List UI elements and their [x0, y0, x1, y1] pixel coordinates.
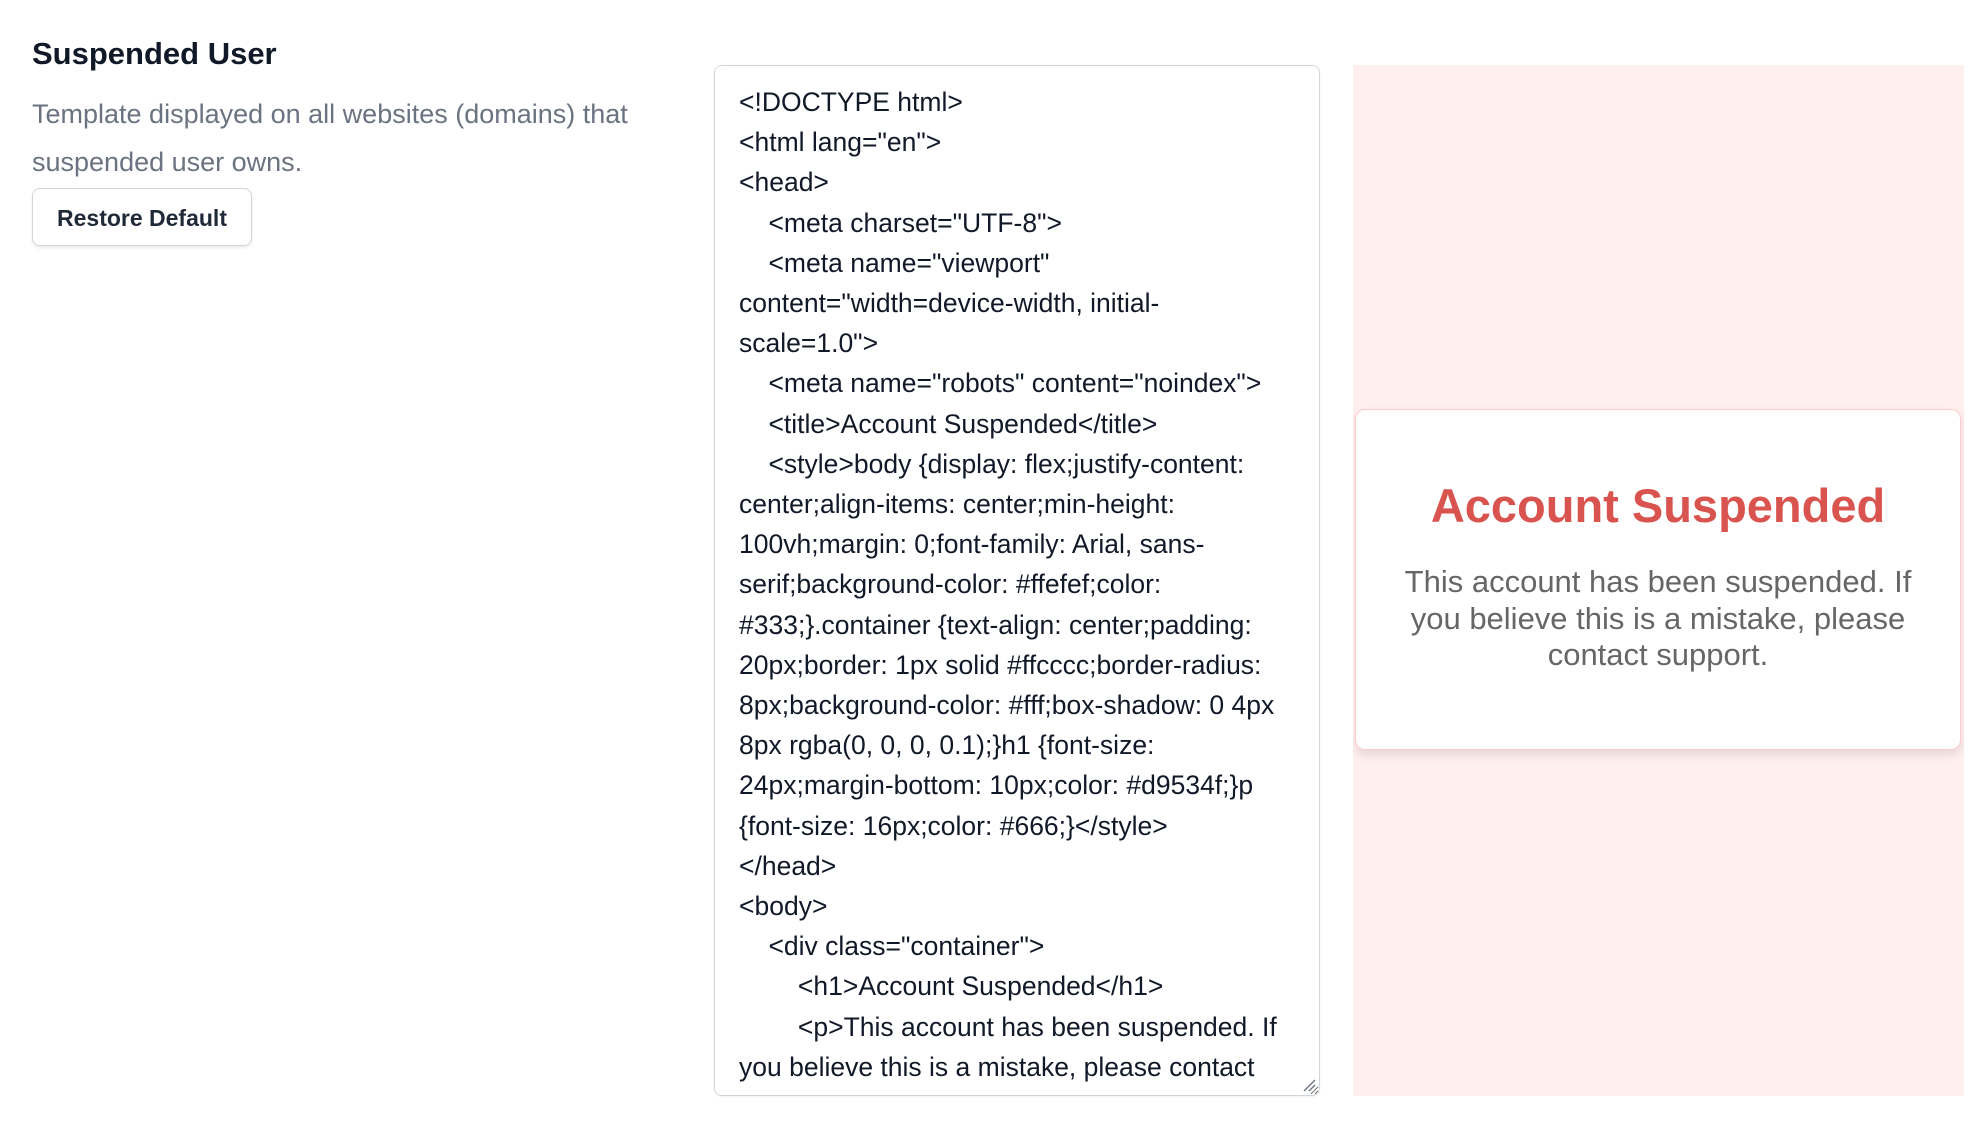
preview-heading: Account Suspended	[1430, 479, 1886, 532]
preview-container-card	[1355, 409, 1961, 750]
preview-message: This account has been suspended. If you believe this is a mistake, please contact support.	[1404, 564, 1912, 672]
resize-grip-icon[interactable]	[1302, 1078, 1316, 1092]
template-html-textarea[interactable]	[715, 66, 1319, 1095]
section-description: Template displayed on all websites (domains) that suspended user owns.	[32, 99, 628, 177]
template-preview-panel	[1353, 65, 1964, 1096]
restore-default-button[interactable]: Restore Default	[32, 188, 252, 246]
template-editor-container	[714, 65, 1320, 1096]
section-title: Suspended User	[32, 36, 277, 71]
settings-description-column	[32, 32, 652, 246]
